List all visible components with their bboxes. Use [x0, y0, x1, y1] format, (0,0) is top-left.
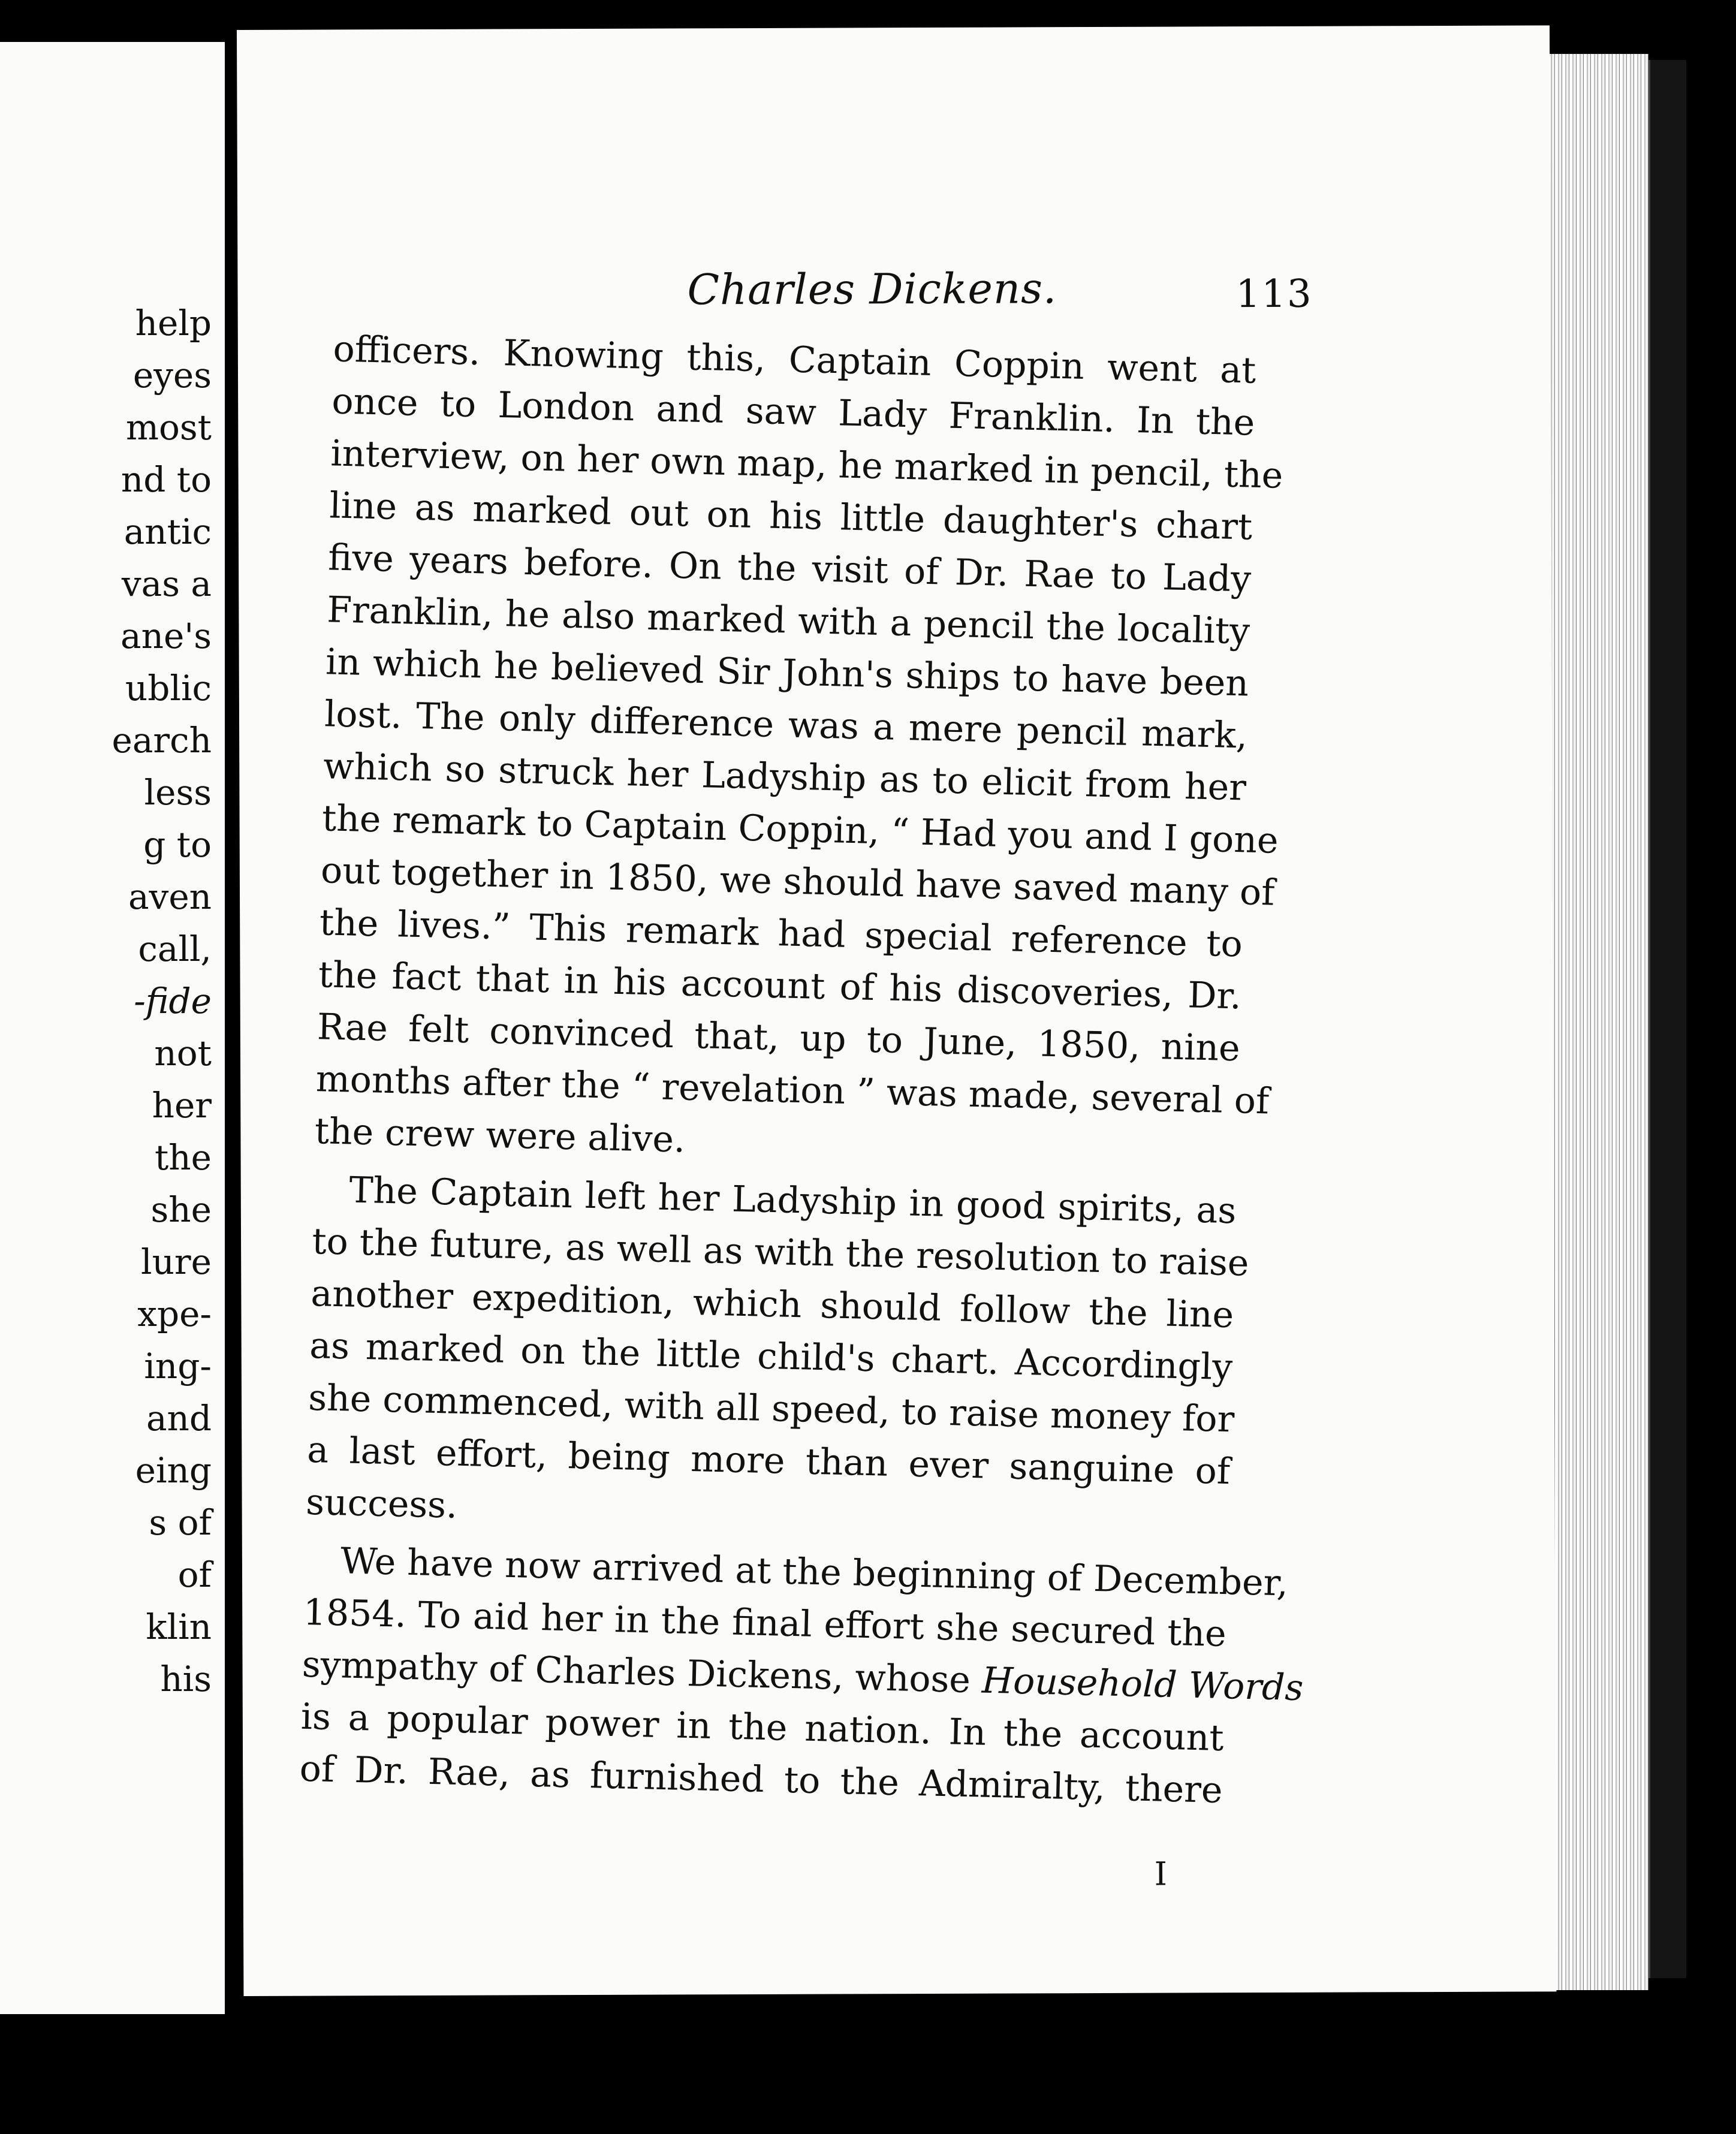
left-page-fragment: antic: [123, 511, 212, 552]
text-line: The Captain left her Ladyship in good spirits, as: [348, 1169, 1237, 1232]
italic-title: Household Words: [981, 1659, 1304, 1710]
text-line: the fact that in his account of his discoveries, Dr.: [318, 954, 1242, 1018]
left-page-fragment: ublic: [125, 668, 212, 709]
text-line: of Dr. Rae, as furnished to the Admiralty, there: [299, 1747, 1223, 1812]
page-number: 113: [1235, 272, 1313, 317]
signature-mark: I: [1154, 1855, 1168, 1893]
text-line: which so struck her Ladyship as to elicit from her: [323, 745, 1247, 809]
left-page-fragment: aven: [128, 876, 212, 917]
left-page-fragment: his: [160, 1659, 212, 1699]
left-page-fragment: eyes: [132, 355, 212, 396]
left-page-fragment: vas a: [121, 563, 212, 604]
left-page-fragment: the: [155, 1137, 212, 1178]
text-line: 1854. To aid her in the final effort she secured the: [303, 1591, 1227, 1656]
book-cover-edge: [1648, 60, 1686, 1978]
text-line: in which he believed Sir John's ships to have been: [325, 641, 1249, 705]
left-page-fragment: help: [135, 303, 212, 343]
paragraph: [299, 1535, 1304, 1817]
left-page-fragment: s of: [149, 1502, 212, 1543]
text-line: the remark to Captain Coppin, “ Had you and I gone: [321, 797, 1279, 862]
left-page-fragment: call,: [138, 929, 212, 969]
text-line: success.: [305, 1481, 458, 1527]
page-edges: [1541, 54, 1648, 1990]
paragraph: [314, 323, 1284, 1179]
text-line: as marked on the little child's chart. Accordingly: [309, 1324, 1233, 1389]
text-line: the crew were alive.: [314, 1110, 686, 1161]
left-page-fragment: xpe-: [137, 1294, 212, 1334]
running-head-title: Charles Dickens.: [687, 264, 1057, 315]
text-line: months after the “ revelation ” was made, several of: [315, 1058, 1270, 1123]
text-line: once to London and saw Lady Franklin. In the: [331, 380, 1256, 444]
left-page-fragment: lure: [141, 1241, 212, 1282]
text-line: she commenced, with all speed, to raise money for: [308, 1376, 1235, 1441]
left-page-fragment: g to: [143, 824, 212, 865]
text-line: interview, on her own map, he marked in pencil, the: [330, 432, 1284, 497]
left-page-fragment: eing: [135, 1450, 212, 1491]
text-line: is a popular power in the nation. In the account: [300, 1695, 1225, 1760]
text-line: Franklin, he also marked with a pencil the locality: [326, 589, 1250, 653]
text-line: officers. Knowing this, Captain Coppin went at: [332, 328, 1257, 392]
text-line: five years before. On the visit of Dr. Rae to Lady: [327, 536, 1252, 601]
body-text: [299, 323, 1304, 1817]
text-line: a last effort, being more than ever sanguine of: [306, 1428, 1231, 1493]
left-page-fragment: ing-: [144, 1346, 212, 1387]
text-line: the lives.” This remark had special reference to: [319, 902, 1243, 966]
left-page-fragment: -fide: [134, 981, 212, 1021]
text-line: We have now arrived at the beginning of December,: [340, 1540, 1289, 1605]
book-gutter: [225, 0, 237, 2134]
left-page-fragment: earch: [111, 720, 212, 761]
paragraph: [305, 1164, 1250, 1550]
left-page-fragment: ane's: [120, 616, 212, 656]
left-page-fragment: not: [154, 1033, 212, 1074]
right-page: [237, 25, 1556, 1996]
text-line: another expedition, which should follow the line: [310, 1272, 1234, 1337]
left-page-fragment: she: [150, 1189, 212, 1230]
left-facing-page: [0, 42, 225, 2014]
left-page-fragment: her: [152, 1085, 212, 1126]
left-page-fragment: most: [126, 407, 212, 448]
text-line: line as marked out on his little daughter's chart: [328, 484, 1253, 548]
text-line: out together in 1850, we should have saved many of: [320, 849, 1276, 914]
text-fragment: sympathy of Charles Dickens, whose: [302, 1643, 982, 1702]
text-line: lost. The only difference was a mere pencil mark,: [324, 693, 1248, 757]
left-page-fragment: nd to: [120, 459, 212, 500]
left-page-fragment: less: [144, 772, 212, 813]
left-page-fragment: of: [177, 1554, 212, 1595]
text-line: Rae felt convinced that, up to June, 1850, nine: [317, 1006, 1241, 1070]
left-page-fragment: klin: [146, 1606, 212, 1647]
left-page-fragment: and: [146, 1398, 212, 1439]
text-line: to the future, as well as with the resolution to raise: [311, 1220, 1250, 1285]
